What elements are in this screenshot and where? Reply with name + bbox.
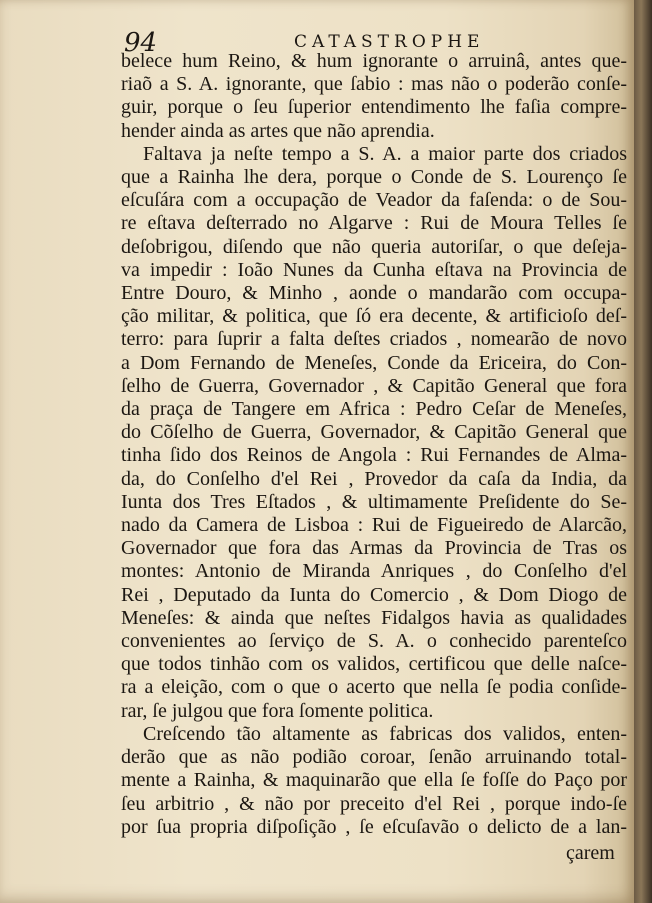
book-fore-edge [634,0,652,903]
text-line: Rei , Deputado da Iunta do Comercio , & Dom Diogo de [121,583,627,606]
text-line: re eſtava deſterrado no Algarve : Rui de Moura Telles ſe [121,212,627,235]
text-line: ſeu arbitrio , & não por preceito d'el Rei , porque indo-ſe [121,792,627,815]
page-number: 94 [124,28,158,58]
text-line: riaõ a S. A. ignorante, que ſabio : mas não o poderão conſe- [121,73,627,96]
catchword: çarem [566,842,615,864]
text-line: montes: Antonio de Miranda Anriques , do Conſelho d'el [121,560,627,583]
text-line: mente a Rainha, & maquinarão que ella ſe foſſe do Paço por [121,769,627,792]
text-line: hender ainda as artes que não aprendia. [121,119,435,142]
text-line: Iunta dos Tres Eſtados , & ultimamente Preſidente do Se- [121,490,627,513]
text-line: a Dom Fernando de Meneſes, Conde da Ericeira, do Con- [121,351,627,374]
text-line: que a Rainha lhe dera, porque o Conde de S. Lourenço ſe [121,166,627,189]
text-line: Meneſes: & ainda que neſtes Fidalgos havia as qualidades [121,606,627,629]
text-line: nado da Camera de Lisboa : Rui de Figueiredo de Alarcão, [121,514,627,537]
text-line: ra a eleição, com o que o acerto que nella ſe podia conſide- [121,676,627,699]
text-line: guir, porque o ſeu ſuperior entendimento lhe faſia compre- [121,96,627,119]
text-line: tinha ſido dos Reinos de Angola : Rui Fernandes de Alma- [121,444,627,467]
text-line: rar, ſe julgou que fora ſomente politica. [121,699,434,722]
text-line: convenientes ao ſerviço de S. A. o conhecido parenteſco [121,630,627,653]
text-line: Governador que fora das Armas da Provincia de Tras os [121,537,627,560]
text-line: da, do Conſelho d'el Rei , Provedor da caſa da India, da [121,467,627,490]
text-line: Entre Douro, & Minho , aonde o mandarão com occupa- [121,282,627,305]
text-line: ção militar, & politica, que ſó era decente, & artificioſo deſ- [121,305,627,328]
text-line: terro: para ſuprir a falta deſtes criados , nomearão de novo [121,328,627,351]
body-text [121,50,627,839]
text-line: eſcuſára com a occupação de Veador da faſenda: o de Sou- [121,189,627,212]
paragraph-start-line: Faltava ja neſte tempo a S. A. a maior parte dos criados [143,142,627,165]
text-line: belece hum Reino, & hum ignorante o arruinâ, antes que- [121,50,627,72]
text-line: ſelho de Guerra, Governador , & Capitão General que fora [121,374,627,397]
text-line: deſobrigou, diſendo que não queria autoriſar, o que deſeja- [121,235,627,258]
text-line: va impedir : Ioão Nunes da Cunha eſtava na Provincia de [121,258,627,281]
text-line: que todos tinhão com os validos, certificou que delle naſce- [121,653,627,676]
running-title: CATASTROPHE [294,32,485,52]
text-line: derão que as não podião coroar, ſenão arruinando total- [121,746,627,769]
paragraph-start-line: Creſcendo tão altamente as fabricas dos validos, enten- [143,722,627,745]
text-line: da praça de Tangere em Africa : Pedro Ceſar de Meneſes, [121,398,627,421]
text-line: por ſua propria diſpoſição , ſe eſcuſavão o delicto de a lan- [121,815,627,838]
text-line: do Cõſelho de Guerra, Governador, & Capitão General que [121,421,627,444]
